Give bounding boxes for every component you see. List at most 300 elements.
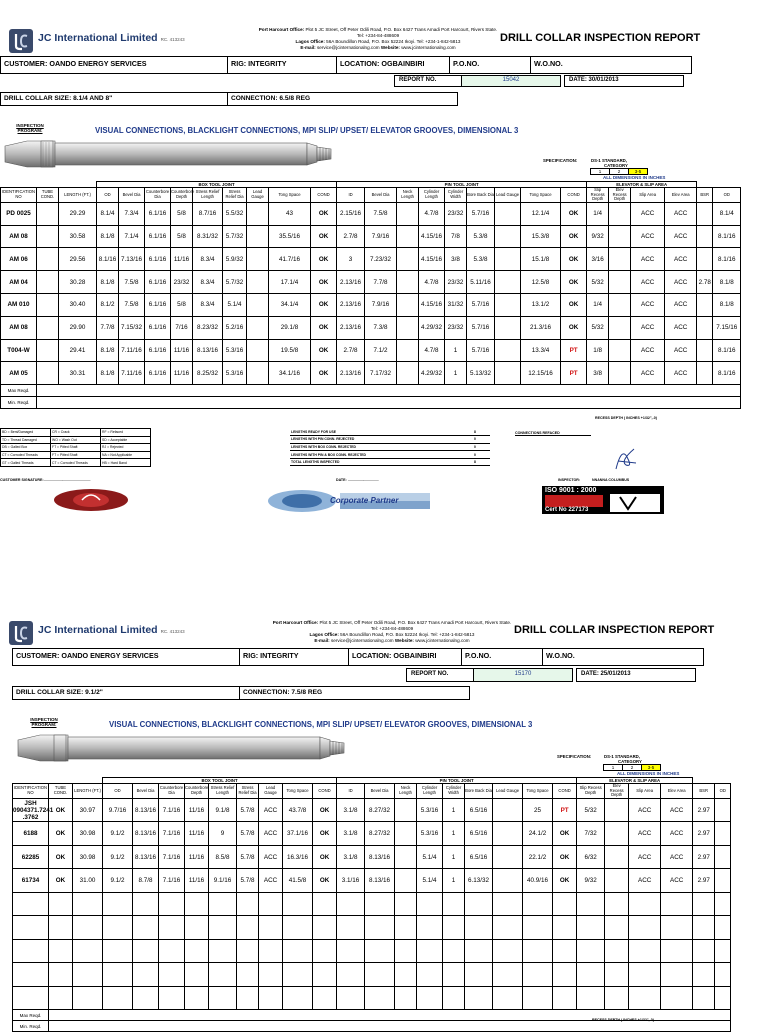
table-cell <box>661 939 693 963</box>
table-cell <box>693 916 715 940</box>
legend-item: FT = Pitted Shaft <box>51 451 101 459</box>
table-cell: 1/4 <box>587 202 609 225</box>
table-cell: 3 <box>337 248 365 271</box>
lagos-address: 56A Boundillon Road, P.O. Box 52224 Ikoyi. Tel: +234-1-842-5813 <box>340 632 475 637</box>
table-cell <box>465 916 493 940</box>
table-cell: OK <box>553 869 577 893</box>
table-cell: AM 08 <box>1 316 37 339</box>
table-cell: 1 <box>443 845 465 869</box>
table-cell: 37.1/16 <box>283 822 313 846</box>
column-header: TUBE COND. <box>49 784 73 799</box>
table-cell: ACC <box>629 798 661 822</box>
specification-label: SPECIFICATION: <box>543 158 578 163</box>
table-cell: ACC <box>631 271 665 294</box>
category-3-5: 3-5 <box>628 168 648 175</box>
legend-row <box>1 429 151 437</box>
report-title: DRILL COLLAR INSPECTION REPORT <box>514 624 715 636</box>
table-cell: 1 <box>445 362 467 385</box>
report-date: DATE: 25/01/2013 <box>576 668 696 682</box>
max-reqd-label: Max Reqd. <box>13 1010 49 1021</box>
corporate-partner-text: Corporate Partner <box>330 496 399 505</box>
inspection-program-label: INSPECTION PROGRAM: <box>16 123 44 133</box>
table-cell <box>417 939 443 963</box>
table-cell <box>715 822 731 846</box>
table-cell: 11/16 <box>185 798 209 822</box>
table-cell <box>395 869 417 893</box>
table-cell: 4.7/8 <box>419 202 445 225</box>
signature-icon <box>612 441 640 475</box>
table-cell: 7.5/8 <box>119 293 145 316</box>
table-cell: 5.7/16 <box>467 339 495 362</box>
email-link[interactable]: service@jcinternationalng.com <box>330 638 394 643</box>
table-row <box>13 845 731 869</box>
table-cell: 8.7/8 <box>133 869 159 893</box>
table-cell: 5.7/8 <box>237 822 259 846</box>
table-cell: OK <box>311 202 337 225</box>
table-cell: OK <box>313 822 337 846</box>
table-cell <box>629 892 661 916</box>
table-cell: 5.7/32 <box>223 271 247 294</box>
report-date: DATE: 30/01/2013 <box>564 75 684 87</box>
ph-address: Plot 5 JC Street, Off Peter Odili Road, P.O. Box 6427 Trans Amadi Port Harcourt, Rivers State. Tel: +234-84-488609 <box>319 620 512 631</box>
column-header: COND <box>313 784 337 799</box>
table-cell <box>209 986 237 1010</box>
table-cell: OK <box>561 248 587 271</box>
table-cell: 5/8 <box>171 225 193 248</box>
table-cell: 7.13/16 <box>119 248 145 271</box>
table-cell: OK <box>49 822 73 846</box>
table-row <box>13 916 731 940</box>
table-cell: 12.5/8 <box>521 271 561 294</box>
table-cell <box>609 316 631 339</box>
table-cell <box>49 916 73 940</box>
column-header: Lead Gauge <box>259 784 283 799</box>
table-cell: 6188 <box>13 822 49 846</box>
report-no-label: REPORT NO. <box>406 668 474 682</box>
table-cell <box>37 339 59 362</box>
table-cell: 6.5/16 <box>465 798 493 822</box>
table-cell: 3.1/8 <box>337 822 365 846</box>
table-cell: 5.7/32 <box>223 225 247 248</box>
table-cell <box>49 939 73 963</box>
customer-field: CUSTOMER: OANDO ENERGY SERVICES <box>12 648 240 666</box>
wo-field: W.O.NO. <box>542 648 704 666</box>
table-cell: OK <box>311 225 337 248</box>
table-cell: OK <box>561 225 587 248</box>
table-cell: OK <box>313 845 337 869</box>
table-cell <box>493 963 523 987</box>
table-cell: ACC <box>631 316 665 339</box>
table-cell: 1 <box>443 822 465 846</box>
table-cell: 5.3/16 <box>223 362 247 385</box>
table-cell <box>365 939 395 963</box>
table-cell <box>259 986 283 1010</box>
table-cell: 29.90 <box>59 316 97 339</box>
table-cell: 5.3/8 <box>467 225 495 248</box>
legend-item: WO = Wash Out <box>51 436 101 444</box>
table-cell: 7.9/16 <box>365 225 397 248</box>
table-cell: 1/8 <box>587 339 609 362</box>
table-cell: 1 <box>443 798 465 822</box>
table-cell <box>133 892 159 916</box>
table-cell <box>283 892 313 916</box>
table-cell <box>185 986 209 1010</box>
table-cell <box>283 916 313 940</box>
summary-value: 8 <box>460 458 490 466</box>
table-cell <box>397 271 419 294</box>
table-cell: 43.7/8 <box>283 798 313 822</box>
table-cell <box>237 986 259 1010</box>
table-cell <box>133 916 159 940</box>
table-row <box>1 202 741 225</box>
table-cell: 19.5/8 <box>269 339 311 362</box>
table-cell: 34.1/4 <box>269 293 311 316</box>
table-cell: ACC <box>629 845 661 869</box>
table-cell: 5.3/16 <box>417 798 443 822</box>
column-header: Slip Area <box>631 188 665 203</box>
table-cell: 6.13/32 <box>465 869 493 893</box>
table-cell <box>605 963 629 987</box>
table-cell: ACC <box>665 339 697 362</box>
table-cell <box>159 939 185 963</box>
table-cell <box>313 963 337 987</box>
table-cell: AM 010 <box>1 293 37 316</box>
table-cell <box>49 892 73 916</box>
summary-row <box>290 436 490 444</box>
table-cell <box>493 939 523 963</box>
table-body <box>13 798 731 1010</box>
table-cell <box>495 248 521 271</box>
company-rc: RC. 413243 <box>160 37 185 42</box>
legend-row <box>1 436 151 444</box>
table-cell: OK <box>311 316 337 339</box>
inspection-program-text: VISUAL CONNECTIONS, BLACKLIGHT CONNECTIONS, MPI SLIP/ UPSET/ ELEVATOR GROOVES, DIMENSIONAL 3 <box>109 720 533 729</box>
column-header: Lead Gauge <box>493 784 523 799</box>
table-cell: 6.1/16 <box>145 248 171 271</box>
oando-logo-icon <box>52 487 130 513</box>
table-cell <box>185 916 209 940</box>
summary-value: 0 <box>460 436 490 444</box>
table-cell: 8.27/32 <box>365 798 395 822</box>
column-header: Tong Space <box>283 784 313 799</box>
table-cell: PT <box>553 798 577 822</box>
cert-number: Cert No 227173 <box>545 507 589 513</box>
table-cell <box>553 892 577 916</box>
table-cell: 3.1/16 <box>337 869 365 893</box>
table-cell: ACC <box>629 869 661 893</box>
table-cell: 8.1/8 <box>97 225 119 248</box>
summary-table <box>290 428 490 466</box>
table-cell: 3/16 <box>587 248 609 271</box>
table-cell: 8.27/32 <box>365 822 395 846</box>
table-cell: 15.3/8 <box>521 225 561 248</box>
table-cell <box>247 293 269 316</box>
table-cell <box>397 293 419 316</box>
table-cell <box>395 939 417 963</box>
table-cell: 22.1/2 <box>523 845 553 869</box>
table-cell <box>715 798 731 822</box>
table-cell: 8.31/32 <box>193 225 223 248</box>
table-cell: ACC <box>665 293 697 316</box>
column-header: Tong Space <box>523 784 553 799</box>
table-cell: 8.1/16 <box>713 248 741 271</box>
table-cell: 8.13/16 <box>133 845 159 869</box>
table-cell <box>577 916 605 940</box>
column-header: ID <box>337 784 365 799</box>
table-cell <box>523 986 553 1010</box>
email-label: E-mail: <box>314 638 330 643</box>
table-cell <box>553 986 577 1010</box>
table-cell <box>37 293 59 316</box>
table-cell: 11/16 <box>171 339 193 362</box>
table-cell: 6.1/16 <box>145 316 171 339</box>
table-cell <box>313 892 337 916</box>
table-cell <box>259 963 283 987</box>
table-cell: 8.1/8 <box>713 293 741 316</box>
table-cell: 4.15/16 <box>419 225 445 248</box>
box-tool-joint-header: BOX TOOL JOINT <box>97 182 337 188</box>
table-cell <box>159 963 185 987</box>
table-row <box>1 225 741 248</box>
table-cell: 2.15/16 <box>337 202 365 225</box>
table-cell: 5.3/8 <box>467 248 495 271</box>
table-cell <box>495 293 521 316</box>
table-cell <box>577 963 605 987</box>
table-cell <box>443 986 465 1010</box>
table-cell: ACC <box>665 362 697 385</box>
legend-item: HB = Hard Band <box>101 459 151 467</box>
table-cell <box>443 963 465 987</box>
table-cell: OK <box>49 869 73 893</box>
table-cell: 8.1/8 <box>97 362 119 385</box>
table-cell: OK <box>311 248 337 271</box>
elevator-slip-header: ELEVATOR & SLIP AREA <box>577 778 693 784</box>
table-cell <box>697 316 713 339</box>
table-cell: 1 <box>443 869 465 893</box>
table-cell: ACC <box>631 339 665 362</box>
table-cell <box>13 892 49 916</box>
table-cell: 8.1/16 <box>713 225 741 248</box>
table-cell <box>209 916 237 940</box>
table-cell <box>209 892 237 916</box>
column-header: IDENTIFICATION NO <box>1 188 37 203</box>
table-cell: 24.1/2 <box>523 822 553 846</box>
table-cell: ACC <box>631 293 665 316</box>
location-field: LOCATION: OGBAINBIRI <box>348 648 462 666</box>
table-cell: AM 04 <box>1 271 37 294</box>
company-name: JC International Limited <box>38 624 158 636</box>
table-cell: 9.7/16 <box>103 798 133 822</box>
table-cell <box>395 822 417 846</box>
table-cell: AM 08 <box>1 225 37 248</box>
table-cell: 4.29/32 <box>419 316 445 339</box>
table-cell: 1/4 <box>587 293 609 316</box>
summary-value: 0 <box>460 451 490 459</box>
table-cell: 4.7/8 <box>419 271 445 294</box>
inspection-table <box>0 181 741 409</box>
table-cell: 8.13/16 <box>193 339 223 362</box>
table-cell: 8.3/4 <box>193 271 223 294</box>
table-cell: 7.5/8 <box>365 202 397 225</box>
email-label: E-mail: <box>300 45 316 50</box>
table-cell: 12.1/4 <box>521 202 561 225</box>
table-cell <box>37 248 59 271</box>
table-cell <box>13 963 49 987</box>
legend-row <box>1 451 151 459</box>
table-cell <box>247 362 269 385</box>
report-2 <box>0 594 768 1029</box>
table-cell <box>417 892 443 916</box>
table-cell <box>159 892 185 916</box>
table-cell <box>185 892 209 916</box>
table-cell: OK <box>561 293 587 316</box>
table-cell: 7.17/32 <box>365 362 397 385</box>
table-cell <box>395 986 417 1010</box>
table-cell: OK <box>561 316 587 339</box>
table-cell: 8.13/16 <box>133 798 159 822</box>
iso-certificate-badge <box>542 486 664 514</box>
table-cell: 5.7/8 <box>237 869 259 893</box>
table-cell <box>577 892 605 916</box>
website-link[interactable]: www.jcinternationalng.com <box>401 45 456 50</box>
table-cell <box>313 986 337 1010</box>
table-cell: 5.13/32 <box>467 362 495 385</box>
column-header: BSR <box>693 784 715 799</box>
table-cell <box>465 892 493 916</box>
table-cell <box>185 963 209 987</box>
table-cell: JSH 0904371.7241 .3762 <box>13 799 54 821</box>
table-cell: 13.3/4 <box>521 339 561 362</box>
table-cell: OK <box>553 822 577 846</box>
column-header: Counterbore Depth <box>171 188 193 203</box>
table-cell <box>185 939 209 963</box>
table-cell: 29.29 <box>59 202 97 225</box>
column-header: COND <box>311 188 337 203</box>
table-cell <box>609 225 631 248</box>
table-cell: ACC <box>631 202 665 225</box>
summary-row <box>290 428 490 436</box>
table-cell: 5.5/32 <box>223 202 247 225</box>
column-header-row <box>1 188 741 203</box>
column-header: Stress Relief Length <box>193 188 223 203</box>
table-cell: 4.29/32 <box>419 362 445 385</box>
table-cell: 30.58 <box>59 225 97 248</box>
table-cell <box>209 939 237 963</box>
table-cell <box>259 916 283 940</box>
table-cell: 7.5/8 <box>119 271 145 294</box>
table-cell: OK <box>561 202 587 225</box>
email-link[interactable]: service@jcinternationalng.com <box>316 45 380 50</box>
table-row <box>13 869 731 893</box>
table-cell <box>337 916 365 940</box>
table-cell: 2.13/16 <box>337 362 365 385</box>
table-cell: 9.1/2 <box>103 845 133 869</box>
category-1: 1 <box>603 764 623 771</box>
website-link[interactable]: www.jcinternationalng.com <box>415 638 470 643</box>
table-cell: 7/8 <box>445 225 467 248</box>
table-cell: 61734 <box>13 869 49 893</box>
table-cell <box>73 916 103 940</box>
column-header: Slip Recess Depth <box>577 784 605 799</box>
table-cell: 8.3/4 <box>193 248 223 271</box>
table-row <box>1 248 741 271</box>
company-logo <box>8 28 183 54</box>
table-cell <box>715 916 731 940</box>
table-cell: 5.9/32 <box>223 248 247 271</box>
inspection-program-text: VISUAL CONNECTIONS, BLACKLIGHT CONNECTIONS, MPI SLIP/ UPSET/ ELEVATOR GROOVES, DIMENSIONAL 3 <box>95 126 519 135</box>
table-cell: PD 0025 <box>1 202 37 225</box>
collar-size: DRILL COLLAR SIZE: 8.1/4 AND 8" <box>0 92 228 106</box>
table-cell <box>609 293 631 316</box>
table-cell: OK <box>311 362 337 385</box>
table-cell: 4.15/16 <box>419 293 445 316</box>
website-label: Website: <box>394 638 414 643</box>
table-cell: 8.13/16 <box>133 822 159 846</box>
table-cell: OK <box>561 271 587 294</box>
table-cell: 29.56 <box>59 248 97 271</box>
table-cell: OK <box>313 869 337 893</box>
table-cell <box>103 916 133 940</box>
table-cell <box>247 339 269 362</box>
table-cell <box>103 986 133 1010</box>
pin-tool-joint-header: PIN TOOL JOINT <box>337 778 577 784</box>
category-1: 1 <box>590 168 610 175</box>
table-row <box>13 822 731 846</box>
table-cell <box>247 271 269 294</box>
summary-value: 0 <box>460 443 490 451</box>
table-cell: 8.7/16 <box>193 202 223 225</box>
table-cell: 30.98 <box>73 845 103 869</box>
table-cell: 31.00 <box>73 869 103 893</box>
table-cell: 5.7/16 <box>467 202 495 225</box>
table-cell: 9/32 <box>587 225 609 248</box>
table-cell: 8.1/2 <box>97 293 119 316</box>
table-cell <box>629 986 661 1010</box>
table-cell <box>37 225 59 248</box>
table-cell <box>13 916 49 940</box>
column-header: Tong Space <box>521 188 561 203</box>
company-address <box>258 27 498 51</box>
table-cell <box>629 939 661 963</box>
table-cell: 3.1/8 <box>337 845 365 869</box>
table-cell: 6.1/16 <box>145 339 171 362</box>
table-cell: 5.3/16 <box>417 822 443 846</box>
inspector-label: INSPECTOR: <box>558 478 581 482</box>
table-cell: 7.1/16 <box>159 822 185 846</box>
table-cell: 5/8 <box>171 293 193 316</box>
table-cell <box>715 986 731 1010</box>
table-cell: 7.11/16 <box>119 339 145 362</box>
table-cell: 43 <box>269 202 311 225</box>
table-cell: 11/16 <box>185 869 209 893</box>
drill-collar-illustration <box>18 731 348 765</box>
table-cell <box>605 845 629 869</box>
report-no-value: 15170 <box>473 668 573 682</box>
column-header: Cylinder Width <box>445 188 467 203</box>
column-header: Lead Gauge <box>495 188 521 203</box>
table-cell <box>493 916 523 940</box>
table-cell: 8.5/8 <box>209 845 237 869</box>
table-cell <box>365 892 395 916</box>
table-cell: 8.1/8 <box>97 339 119 362</box>
inspection-table <box>12 777 731 1032</box>
jc-logo-icon <box>8 620 34 646</box>
table-cell: 7.1/2 <box>365 339 397 362</box>
table-cell: 11/16 <box>171 362 193 385</box>
table-cell <box>495 339 521 362</box>
table-cell <box>237 916 259 940</box>
summary-label: LENGTHS WITH PIN & BOX CONN. REJECTED <box>290 451 460 459</box>
